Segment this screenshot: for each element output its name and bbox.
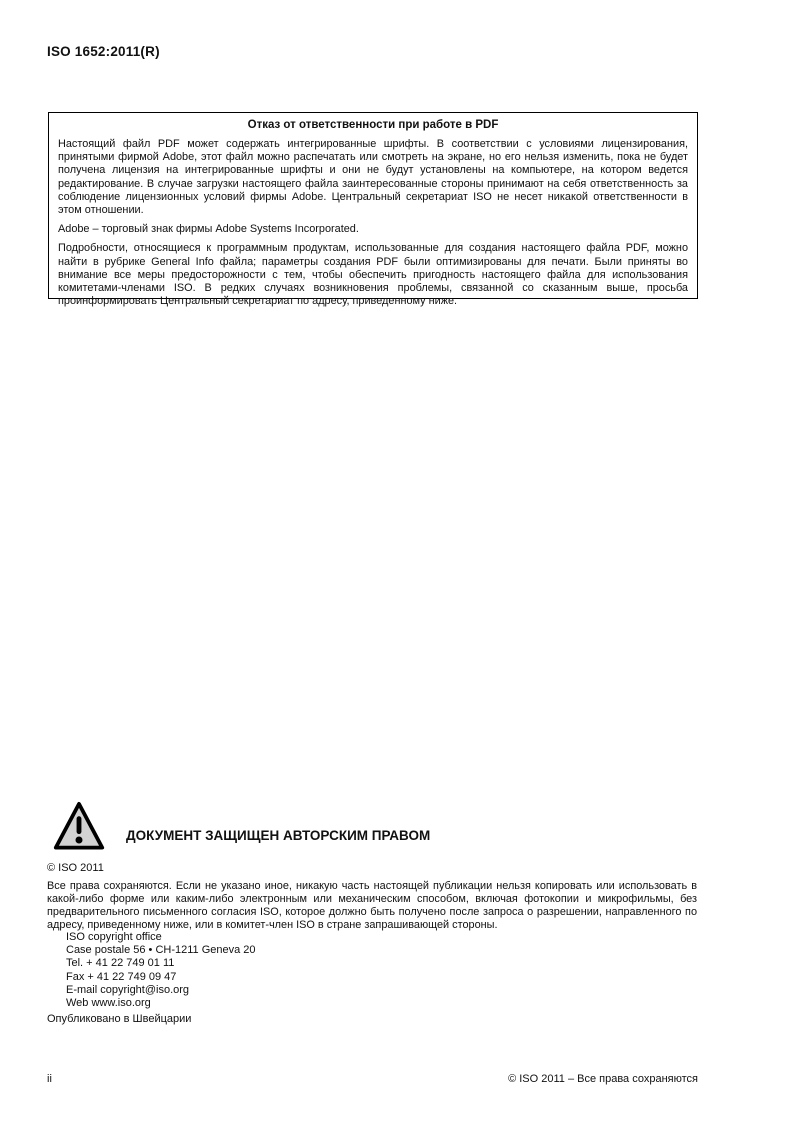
address-line: Web www.iso.org: [66, 997, 151, 1010]
pdf-disclaimer-box: [48, 112, 698, 308]
footer-copyright: © ISO 2011 – Все права сохраняются: [508, 1073, 698, 1085]
disclaimer-paragraph: Adobe – торговый знак фирмы Adobe Systems Incorporated.: [58, 223, 359, 236]
address-line: Tel. + 41 22 749 01 11: [66, 957, 175, 970]
disclaimer-title: Отказ от ответственности при работе в PDF: [247, 119, 499, 131]
page-header-title: ISO 1652:2011(R): [47, 44, 160, 59]
page-footer: [47, 1073, 698, 1085]
copyright-body-paragraph: Все права сохраняются. Если не указано иное, никакую часть настоящей публикации нельзя копировать или использовать в какой-либо форме или каким-либо электронным или механическим способом, включая фотокопии и микрофильмы, без предварительного письменного согласия ISO, которое должно быть получено после запроса о разрешении, направленного по адресу, приведенному ниже, или в комитет-член ISO в стране запрашивающей стороны.: [47, 880, 697, 931]
copyright-protected-heading: ДОКУМЕНТ ЗАЩИЩЕН АВТОРСКИМ ПРАВОМ: [126, 828, 431, 843]
address-line: E-mail copyright@iso.org: [66, 983, 190, 996]
iso-address-block: [66, 931, 256, 1010]
disclaimer-paragraph: Подробности, относящиеся к программным продуктам, использованные для создания настоящего файла PDF, можно найти в рубрике General Info файла; параметры создания PDF были оптимизированы для печати. Были приняты во внимание все меры предосторожности с тем, чтобы обеспечить пригодность настоящего файла для использования комитетами-членами ISO. В редких случаях возникновения проблемы, связанной со сказанным выше, просьба проинформировать Центральный секретариат по адресу, приведенному ниже.: [58, 242, 688, 308]
address-line: Case postale 56 • CH-1211 Geneva 20: [66, 944, 256, 957]
disclaimer-paragraph: Настоящий файл PDF может содержать интегрированные шрифты. В соответствии с условиями лицензирования, принятыми фирмой Adobe, этот файл можно распечатать или смотреть на экране, но его нельзя изменить, пока не будет получена лицензия на интегрированные шрифты и они не будут установлены на компьютере, на котором ведется редактирование. В случае загрузки настоящего файла заинтересованные стороны принимают на себя ответственность за соблюдение лицензионных условий фирмы Adobe. Центральный секретариат ISO не несет никакой ответственности в этом отношении.: [58, 138, 688, 217]
published-in-line: Опубликовано в Швейцарии: [47, 1013, 192, 1025]
copyright-notice: © ISO 2011: [47, 862, 104, 874]
address-line: Fax + 41 22 749 09 47: [66, 970, 177, 983]
address-line: ISO copyright office: [66, 931, 162, 943]
page-number: ii: [47, 1073, 52, 1085]
warning-triangle-icon: [52, 800, 106, 852]
